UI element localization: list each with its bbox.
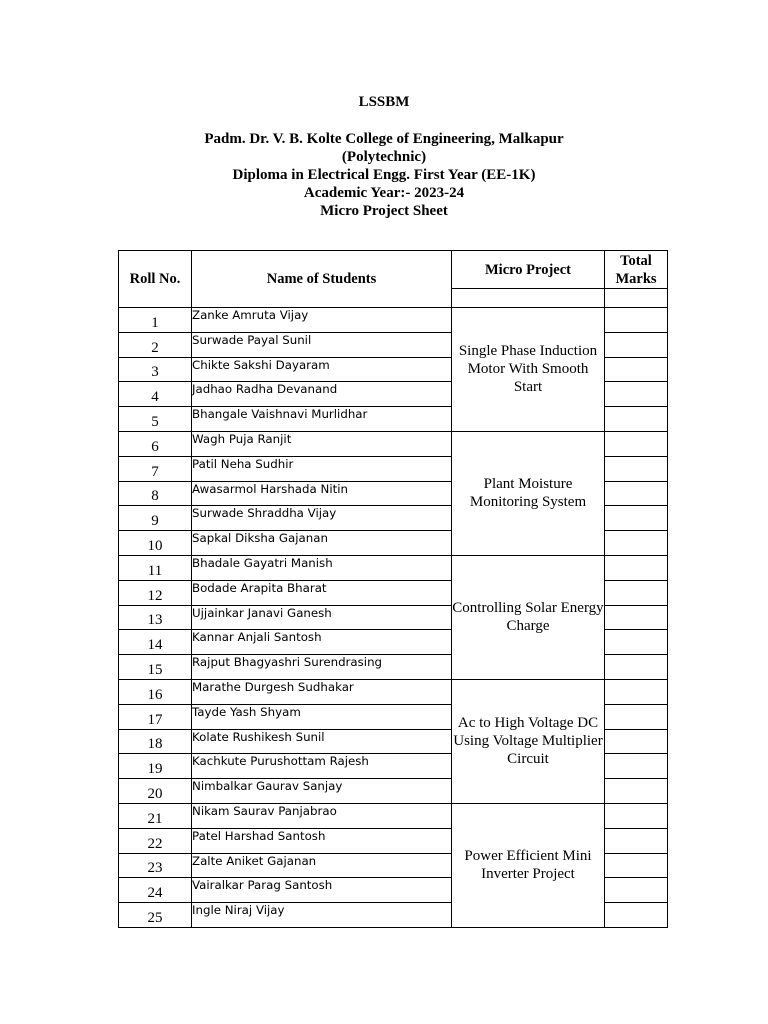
total-marks-cell (605, 878, 668, 903)
roll-number-cell: 12 (119, 580, 192, 605)
total-marks-cell (605, 555, 668, 580)
roll-number-cell: 1 (119, 308, 192, 333)
student-name-cell: Marathe Durgesh Sudhakar (192, 679, 452, 704)
roll-number-cell: 17 (119, 704, 192, 729)
table-row (119, 431, 668, 456)
roll-number-cell: 10 (119, 531, 192, 556)
roll-number-cell: 5 (119, 407, 192, 432)
student-name-cell: Bodade Arapita Bharat (192, 580, 452, 605)
total-marks-cell (605, 729, 668, 754)
student-name-cell: Awasarmol Harshada Nitin (192, 481, 452, 506)
total-marks-cell (605, 679, 668, 704)
roll-number-cell: 7 (119, 456, 192, 481)
student-name-cell: Zalte Aniket Gajanan (192, 853, 452, 878)
college-name: Padm. Dr. V. B. Kolte College of Engineering, Malkapur (204, 131, 564, 147)
student-name-cell: Zanke Amruta Vijay (192, 308, 452, 333)
project-title-cell: Controlling Solar Energy Charge (452, 555, 605, 679)
organization-name: LSSBM (358, 94, 410, 110)
roll-number-cell: 20 (119, 779, 192, 804)
student-name-cell: Nimbalkar Gaurav Sanjay (192, 779, 452, 804)
student-name-cell: Kolate Rushikesh Sunil (192, 729, 452, 754)
roll-number-cell: 9 (119, 506, 192, 531)
project-title-cell: Ac to High Voltage DC Using Voltage Multiplier Circuit (452, 679, 605, 803)
column-header-roll: Roll No. (119, 251, 192, 308)
roll-number-cell: 25 (119, 903, 192, 928)
column-header-project: Micro Project (452, 251, 605, 289)
micro-project-table (118, 250, 668, 928)
student-name-cell: Kachkute Purushottam Rajesh (192, 754, 452, 779)
project-title-cell: Plant Moisture Monitoring System (452, 431, 605, 555)
total-marks-cell (605, 357, 668, 382)
table-body (119, 308, 668, 928)
total-marks-cell (605, 332, 668, 357)
roll-number-cell: 19 (119, 754, 192, 779)
sheet-title: Micro Project Sheet (320, 203, 448, 219)
total-marks-cell (605, 382, 668, 407)
student-name-cell: Kannar Anjali Santosh (192, 630, 452, 655)
total-marks-cell (605, 630, 668, 655)
table-row (119, 308, 668, 333)
student-name-cell: Jadhao Radha Devanand (192, 382, 452, 407)
total-marks-cell (605, 456, 668, 481)
academic-year: Academic Year:- 2023-24 (303, 185, 465, 201)
total-marks-cell (605, 308, 668, 333)
program-name: Diploma in Electrical Engg. First Year (EE-1K) (232, 167, 536, 183)
total-marks-cell (605, 481, 668, 506)
student-name-cell: Bhangale Vaishnavi Murlidhar (192, 407, 452, 432)
project-title-cell: Power Efficient Mini Inverter Project (452, 803, 605, 927)
roll-number-cell: 15 (119, 655, 192, 680)
total-marks-cell (605, 605, 668, 630)
roll-number-cell: 2 (119, 332, 192, 357)
roll-number-cell: 16 (119, 679, 192, 704)
roll-number-cell: 14 (119, 630, 192, 655)
blank-header-cell (605, 289, 668, 308)
student-name-cell: Ingle Niraj Vijay (192, 903, 452, 928)
roll-number-cell: 11 (119, 555, 192, 580)
table-row (119, 679, 668, 704)
student-name-cell: Surwade Shraddha Vijay (192, 506, 452, 531)
student-name-cell: Patil Neha Sudhir (192, 456, 452, 481)
roll-number-cell: 21 (119, 803, 192, 828)
roll-number-cell: 18 (119, 729, 192, 754)
student-name-cell: Nikam Saurav Panjabrao (192, 803, 452, 828)
student-name-cell: Rajput Bhagyashri Surendrasing (192, 655, 452, 680)
roll-number-cell: 23 (119, 853, 192, 878)
table-row (119, 803, 668, 828)
total-marks-cell (605, 655, 668, 680)
total-marks-cell (605, 407, 668, 432)
student-name-cell: Surwade Payal Sunil (192, 332, 452, 357)
student-name-cell: Ujjainkar Janavi Ganesh (192, 605, 452, 630)
polytechnic-label: (Polytechnic) (341, 149, 427, 165)
total-marks-cell (605, 779, 668, 804)
blank-header-cell (452, 289, 605, 308)
roll-number-cell: 8 (119, 481, 192, 506)
roll-number-cell: 3 (119, 357, 192, 382)
roll-number-cell: 6 (119, 431, 192, 456)
document-header (0, 92, 768, 220)
roll-number-cell: 22 (119, 828, 192, 853)
total-marks-cell (605, 803, 668, 828)
roll-number-cell: 13 (119, 605, 192, 630)
column-header-marks: Total Marks (605, 251, 668, 289)
total-marks-cell (605, 431, 668, 456)
project-title-cell: Single Phase Induction Motor With Smooth Start (452, 308, 605, 432)
student-name-cell: Vairalkar Parag Santosh (192, 878, 452, 903)
student-name-cell: Tayde Yash Shyam (192, 704, 452, 729)
student-name-cell: Patel Harshad Santosh (192, 828, 452, 853)
total-marks-cell (605, 853, 668, 878)
total-marks-cell (605, 704, 668, 729)
roll-number-cell: 4 (119, 382, 192, 407)
total-marks-cell (605, 903, 668, 928)
roll-number-cell: 24 (119, 878, 192, 903)
total-marks-cell (605, 828, 668, 853)
student-name-cell: Bhadale Gayatri Manish (192, 555, 452, 580)
total-marks-cell (605, 754, 668, 779)
student-name-cell: Wagh Puja Ranjit (192, 431, 452, 456)
total-marks-cell (605, 580, 668, 605)
total-marks-cell (605, 531, 668, 556)
student-name-cell: Sapkal Diksha Gajanan (192, 531, 452, 556)
table-row (119, 555, 668, 580)
total-marks-cell (605, 506, 668, 531)
student-name-cell: Chikte Sakshi Dayaram (192, 357, 452, 382)
column-header-name: Name of Students (192, 251, 452, 308)
